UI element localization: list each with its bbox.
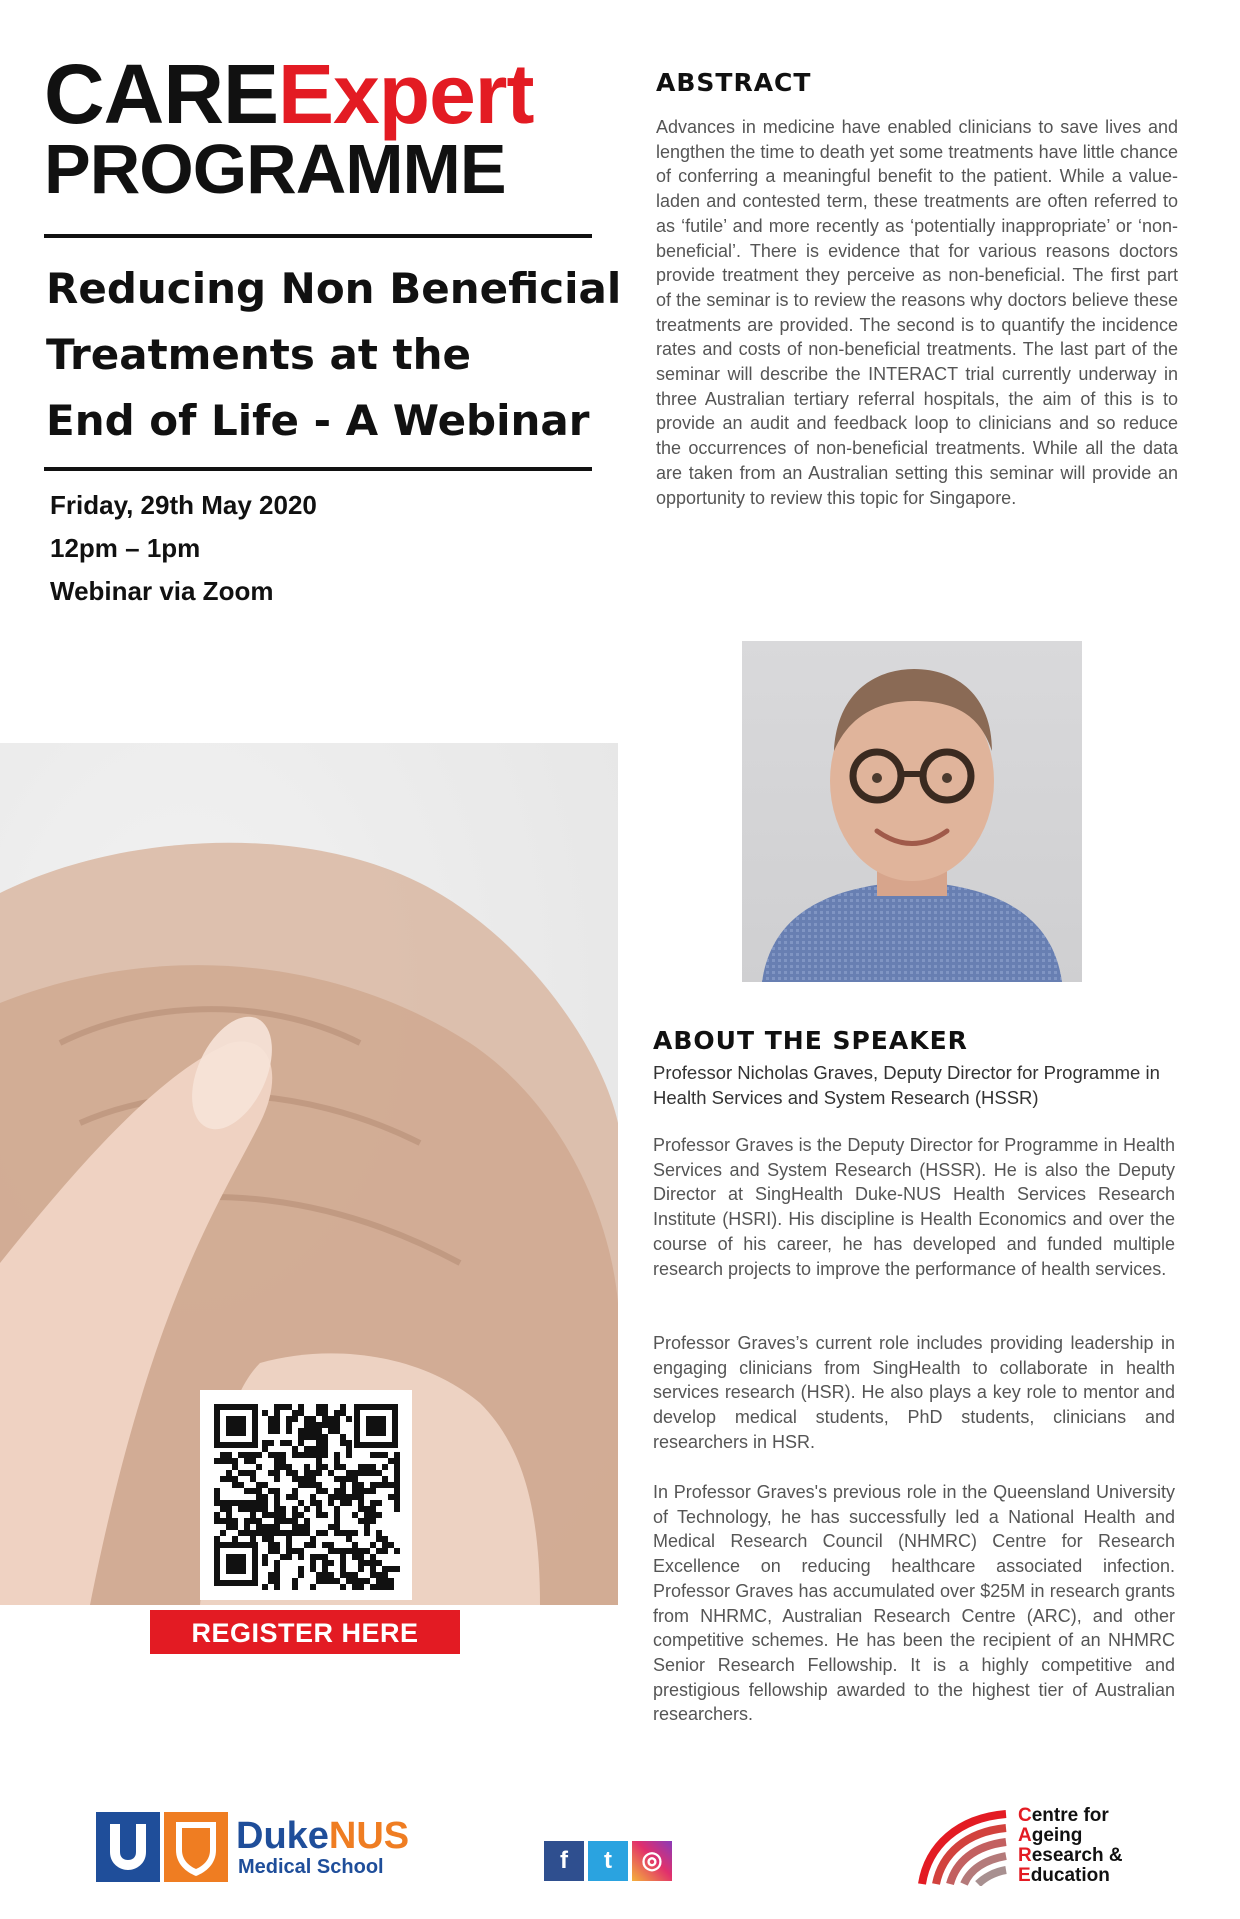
care-logo-line: Centre for bbox=[1018, 1805, 1109, 1826]
social-links bbox=[544, 1841, 676, 1881]
duke-wordmark: Duke bbox=[236, 1815, 329, 1857]
speaker-bio-paragraph: In Professor Graves's previous role in the Queensland University of Technology, he has successfully led a National Health and Medical Research Council (NHMRC) Centre for Research Excellence on reducing healthcare associated infection. Professor Graves has accumulated over $25M in research grants from NHRMC, Australian Research Centre (ARC), and other competitive schemes. He has been the recipient of an NHMRC Senior Research Fellowship. It is a highly competitive and prestigious fellowship awarded to the highest tier of Australian researchers. bbox=[653, 1482, 1175, 1725]
duke-shield-icon bbox=[96, 1812, 160, 1882]
twitter-icon[interactable]: t bbox=[588, 1841, 628, 1881]
speaker-bio-paragraph: Professor Graves is the Deputy Director for Programme in Health Services and System Research (HSSR). He is also the Deputy Director at SingHealth Duke-NUS Health Services Research Institute (HSRI). His discipline is Health Economics and over the course of his career, he has developed and funded multiple research projects to improve the performance of health services. bbox=[653, 1135, 1175, 1279]
facebook-icon[interactable]: f bbox=[544, 1841, 584, 1881]
divider-top bbox=[44, 234, 592, 238]
divider-bottom bbox=[44, 467, 592, 471]
event-venue: Webinar via Zoom bbox=[50, 576, 274, 606]
brand-programme: PROGRAMME bbox=[44, 130, 506, 208]
event-title bbox=[46, 256, 622, 454]
duke-nus-wordmark bbox=[236, 1816, 409, 1856]
instagram-icon[interactable]: ◎ bbox=[632, 1841, 672, 1881]
speaker-photo bbox=[742, 641, 1082, 982]
speaker-portrait-icon bbox=[742, 641, 1082, 982]
care-logo bbox=[918, 1806, 1178, 1886]
qr-code-icon bbox=[200, 1390, 412, 1600]
about-speaker-heading: ABOUT THE SPEAKER bbox=[653, 1026, 968, 1055]
register-button[interactable]: REGISTER HERE bbox=[150, 1610, 460, 1654]
care-logo-text bbox=[1018, 1806, 1123, 1886]
speaker-subtitle: Professor Nicholas Graves, Deputy Director for Programme in Health Services and System Research (HSSR) bbox=[653, 1062, 1160, 1108]
care-arcs-icon bbox=[918, 1806, 1010, 1886]
brand-wordmark bbox=[44, 47, 534, 141]
brand-expert: Expert bbox=[278, 47, 534, 141]
medical-school-label: Medical School bbox=[238, 1856, 384, 1878]
abstract-text: Advances in medicine have enabled clinicians to save lives and lengthen the time to death yet some treatments have little chance of conferring a meaningful benefit to the patient. While a value-laden and contested term, these treatments are often referred to as ‘futile’ and more recently as ‘potentially inappropriate’ or ‘non-beneficial’. There is evidence that for various reasons doctors provide treatment they perceive as non-beneficial. The first part of the seminar is to review the reasons why doctors believe these treatments are provided. The second is to quantify the incidence rates and costs of non-beneficial treatments. The last part of the seminar will describe the INTERACT trial currently underway in three Australian tertiary referral hospitals, the aim of this is to provide an audit and feedback loop to clinicians and so reduce the occurrences of non-beneficial treatments. While all the data are taken from an Australian setting this seminar will provide an opportunity to review this topic for Singapore. bbox=[656, 117, 1178, 508]
brand-care: CARE bbox=[44, 47, 279, 141]
care-logo-line: Research & bbox=[1018, 1845, 1123, 1866]
qr-code[interactable] bbox=[200, 1390, 412, 1600]
nus-crest-icon bbox=[164, 1812, 228, 1882]
nus-wordmark: NUS bbox=[328, 1815, 410, 1857]
duke-nus-logo bbox=[96, 1812, 416, 1882]
event-title-line: Reducing Non Beneficial bbox=[46, 264, 622, 313]
abstract-heading: ABSTRACT bbox=[656, 68, 812, 97]
event-title-line: Treatments at the bbox=[46, 330, 472, 379]
event-date: Friday, 29th May 2020 bbox=[50, 490, 317, 520]
care-logo-line: Ageing bbox=[1018, 1825, 1083, 1846]
event-title-line: End of Life - A Webinar bbox=[46, 396, 590, 445]
care-logo-line: Education bbox=[1018, 1865, 1110, 1886]
speaker-bio-paragraph: Professor Graves’s current role includes providing leadership in engaging clinicians from SingHealth to collaborate in health services research (HSR). He also plays a key role to mentor and develop medical students, PhD students, clinicians and researchers in HSR. bbox=[653, 1333, 1175, 1452]
event-time: 12pm – 1pm bbox=[50, 533, 201, 563]
